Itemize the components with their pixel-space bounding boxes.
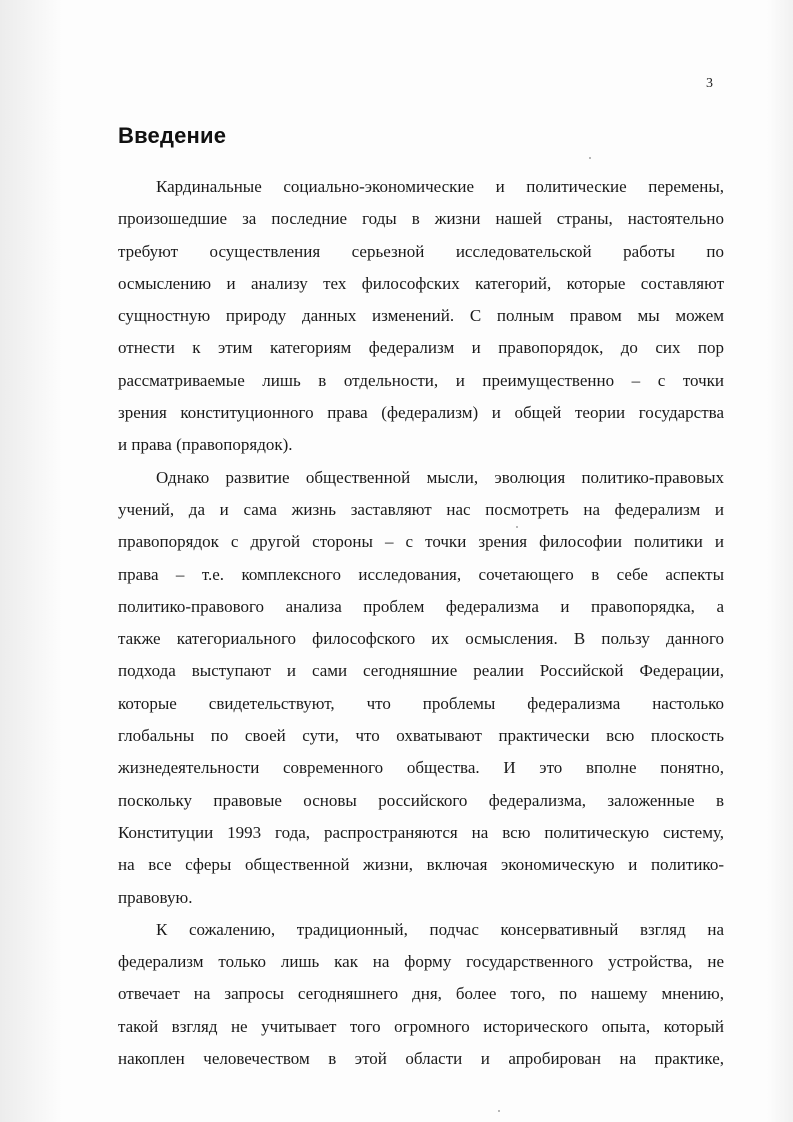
body-text	[118, 171, 724, 1075]
text-line: правопорядок с другой стороны – с точки зрения философии политики и	[118, 532, 724, 552]
text-line: сущностную природу данных изменений. С полным правом мы можем	[118, 306, 724, 326]
text-line: Конституции 1993 года, распространяются на всю политическую систему,	[118, 822, 724, 842]
text-line: зрения конституционного права (федерализм) и общей теории государства	[118, 403, 724, 423]
section-heading: Введение	[118, 123, 227, 148]
text-line: поскольку правовые основы российского федерализма, заложенные в	[118, 790, 724, 810]
text-line: учений, да и сама жизнь заставляют нас посмотреть на федерализм и	[118, 499, 724, 519]
paragraph-3	[118, 914, 724, 1075]
text-line: отнести к этим категориям федерализм и правопорядок, до сих пор	[118, 338, 724, 358]
text-line: права – т.е. комплексного исследования, сочетающего в себе аспекты	[118, 564, 724, 584]
paragraph-2	[118, 462, 724, 914]
scan-speck	[516, 526, 518, 528]
text-line: федерализм только лишь как на форму государственного устройства, не	[118, 952, 724, 972]
text-line: К сожалению, традиционный, подчас консервативный взгляд на	[156, 919, 724, 939]
text-line: произошедшие за последние годы в жизни нашей страны, настоятельно	[118, 209, 724, 229]
text-line: накоплен человечеством в этой области и апробирован на практике,	[118, 1049, 724, 1069]
text-line: также категориального философского их осмысления. В пользу данного	[118, 629, 724, 649]
text-line: подхода выступают и сами сегодняшние реалии Российской Федерации,	[118, 661, 724, 681]
text-line: Однако развитие общественной мысли, эволюция политико-правовых	[156, 467, 724, 487]
scan-speck	[498, 1110, 500, 1112]
text-line: которые свидетельствуют, что проблемы федерализма настолько	[118, 693, 724, 713]
paragraph-1	[118, 171, 724, 462]
text-line: Кардинальные социально-экономические и политические перемены,	[156, 177, 724, 196]
text-line: глобальны по своей сути, что охватывают практически всю плоскость	[118, 726, 724, 746]
text-line: рассматриваемые лишь в отдельности, и преимущественно – с точки	[118, 370, 724, 390]
text-line: осмыслению и анализу тех философских категорий, которые составляют	[118, 273, 724, 293]
text-line: правовую.	[118, 887, 193, 907]
scan-shadow-right	[767, 0, 793, 1122]
text-line: требуют осуществления серьезной исследовательской работы по	[118, 241, 724, 261]
text-line: и права (правопорядок).	[118, 435, 293, 455]
text-line: политико-правового анализа проблем федерализма и правопорядка, а	[118, 596, 724, 616]
scan-shadow-left	[0, 0, 62, 1122]
text-line: на все сферы общественной жизни, включая экономическую и политико-	[118, 855, 724, 875]
text-line: жизнедеятельности современного общества. И это вполне понятно,	[118, 758, 724, 778]
scan-speck	[589, 157, 591, 159]
text-line: отвечает на запросы сегодняшнего дня, более того, по нашему мнению,	[118, 984, 724, 1004]
page-number: 3	[706, 76, 713, 91]
text-line: такой взгляд не учитывает того огромного исторического опыта, который	[118, 1016, 724, 1036]
